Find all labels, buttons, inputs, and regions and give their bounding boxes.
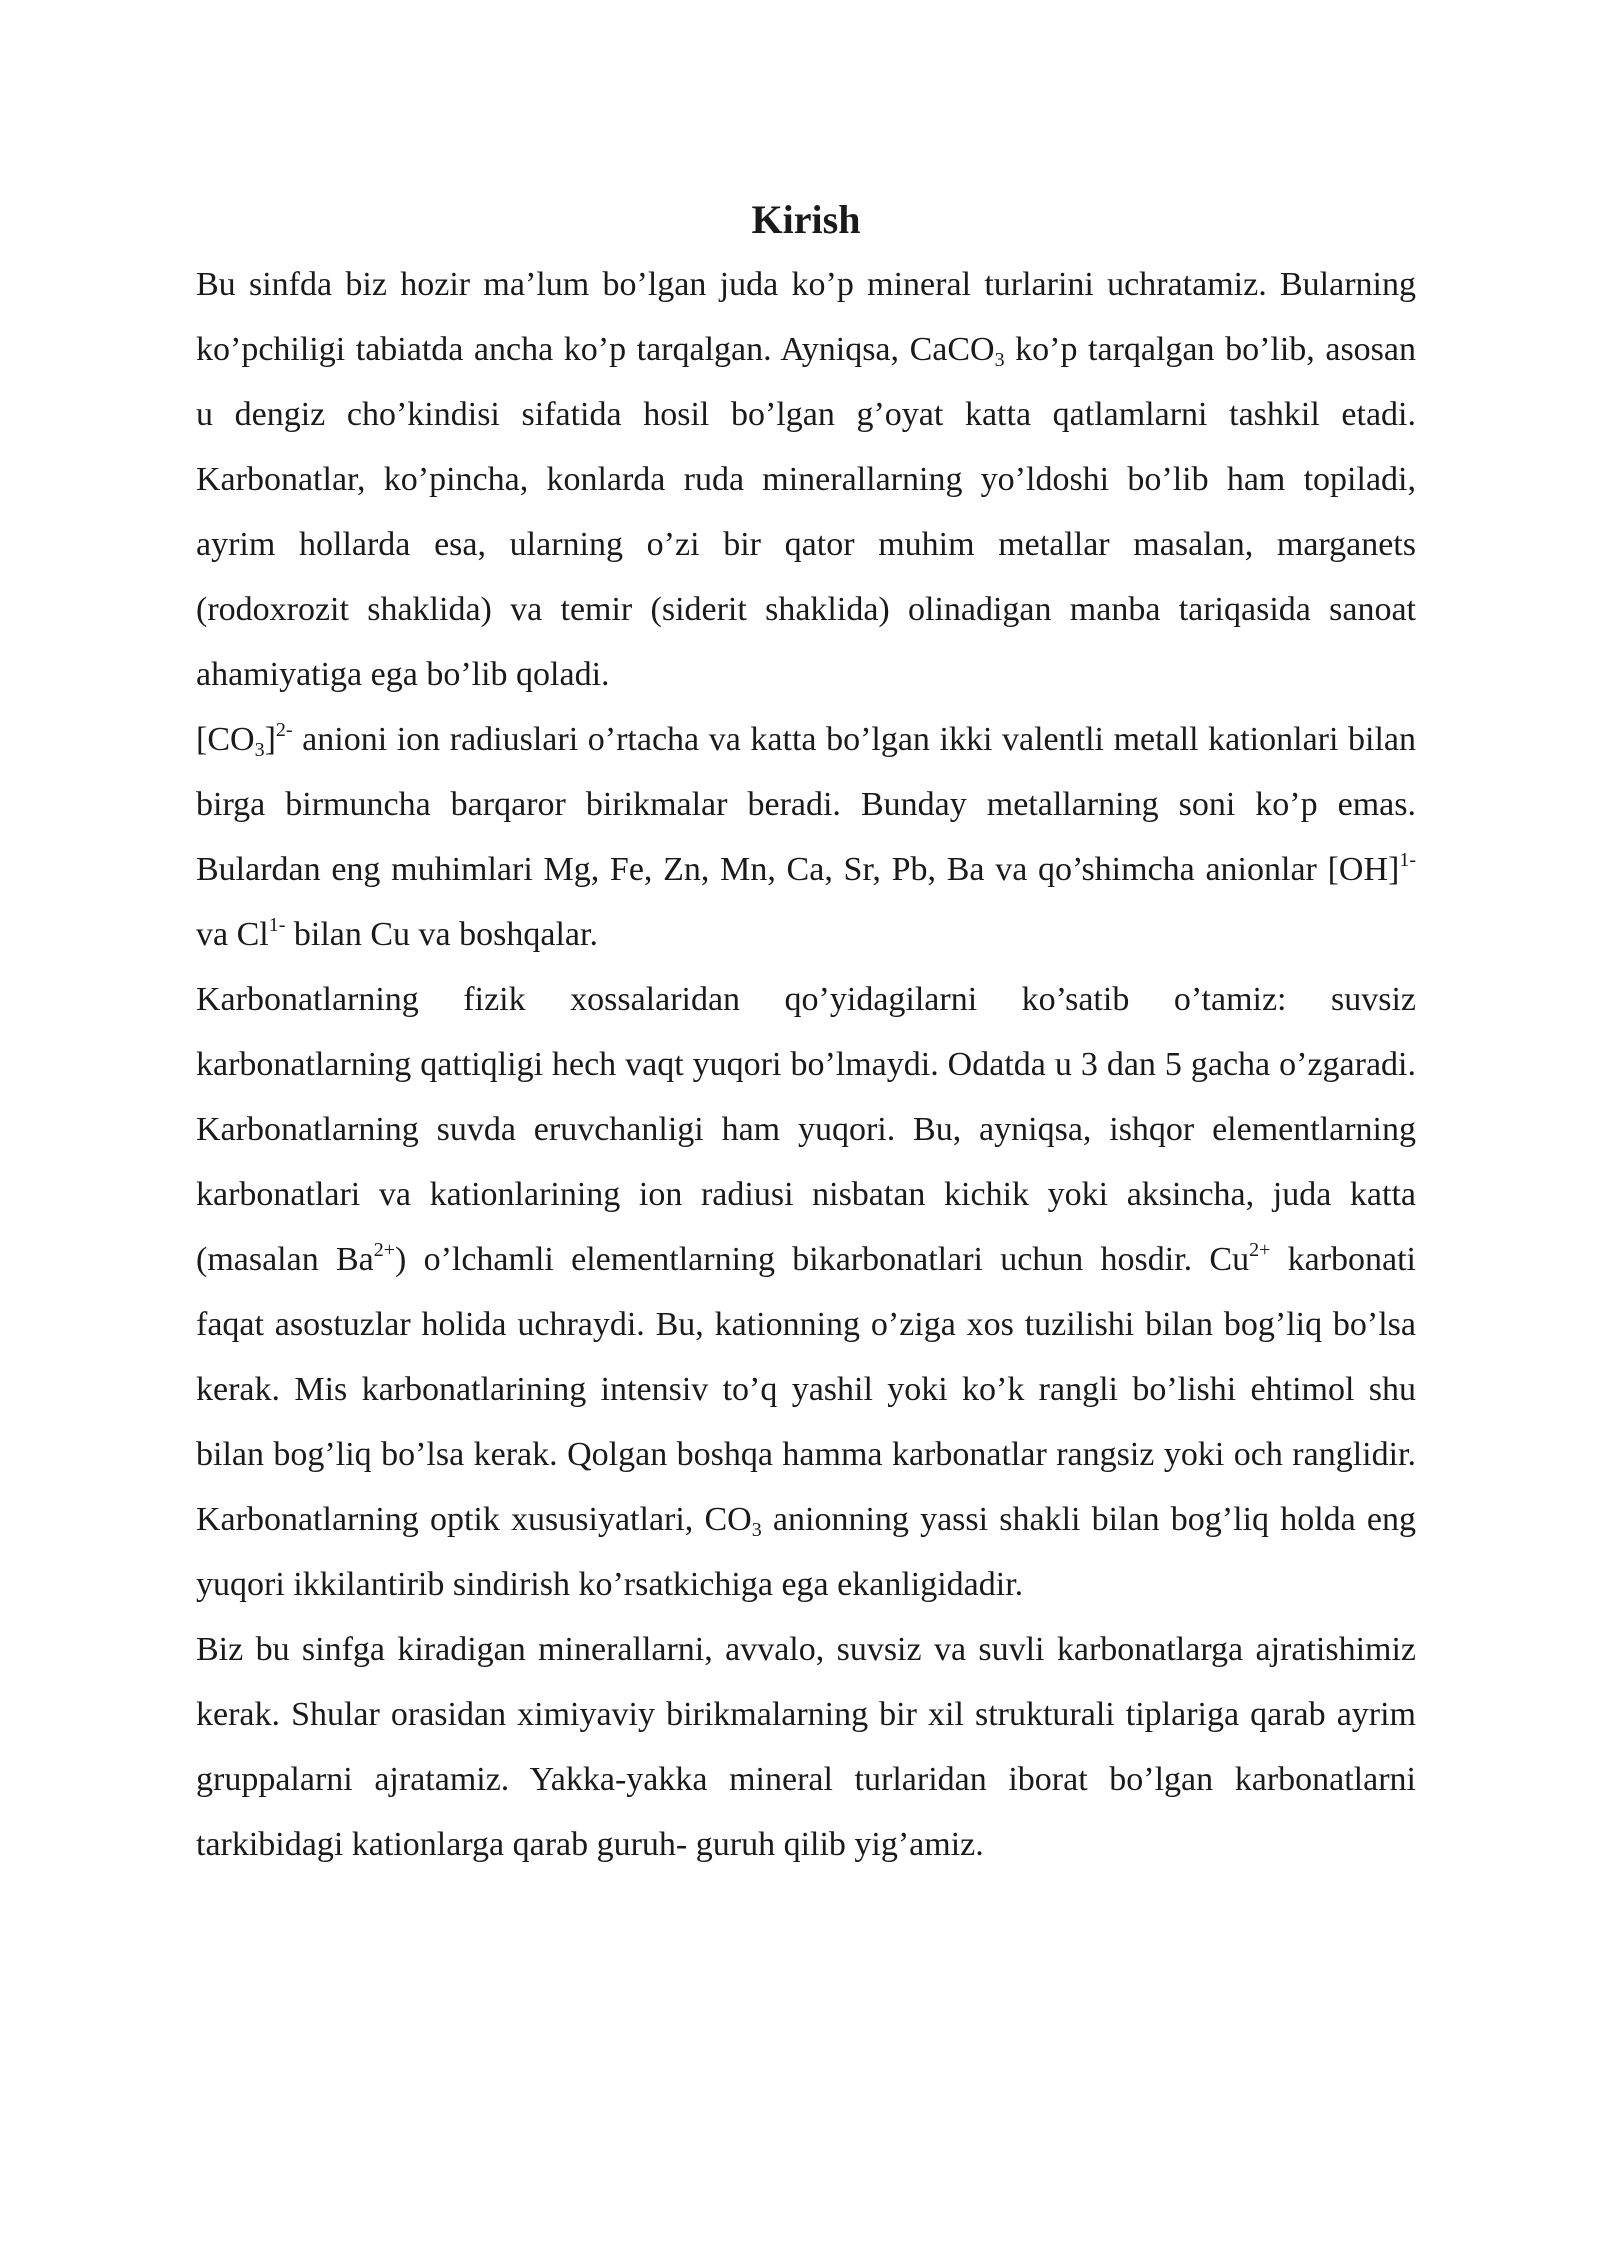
- text-run: ]: [264, 721, 276, 758]
- superscript: 2+: [1249, 1239, 1271, 1261]
- paragraph-intro: [196, 252, 1416, 707]
- superscript: 1-: [268, 914, 286, 936]
- superscript: 1-: [1399, 849, 1416, 871]
- superscript: 2+: [373, 1239, 396, 1261]
- superscript: 2-: [275, 719, 293, 741]
- document-page: [196, 190, 1416, 1877]
- page-title: Kirish: [751, 197, 861, 242]
- subscript: 3: [994, 349, 1005, 371]
- text-run: anionning yassi shakli bilan bog’liq holda eng yuqori ikkilantirib sindirish ko’rsatkichiga ega ekanligidadir.: [196, 1501, 1417, 1603]
- subscript: 3: [254, 739, 265, 761]
- text-run: anioni ion radiuslari o’rtacha va katta bo’lgan ikki valentli metall kationlari bilan birga birmuncha barqaror birikmalar beradi. Bunday metallarning soni ko’p emas. Bulardan eng muhimlari Mg, Fe, Zn, Mn, Ca, Sr, Pb, Ba va qo’shimcha anionlar [OH]: [196, 721, 1416, 888]
- subscript: 3: [751, 1519, 762, 1541]
- text-run: karbonati faqat asostuzlar holida uchraydi. Bu, kationning o’ziga xos tuzilishi bilan bog’liq bo’lsa kerak. Mis karbonatlarining intensiv to’q yashil yoki ko’k rangli bo’lishi ehtimol shu bilan bog’liq bo’lsa kerak. Qolgan boshqa hamma karbonatlar rangsiz yoki och ranglidir. Karbonatlarning optik xususiyatlari, CO: [196, 1241, 1416, 1538]
- text-run: [CO: [196, 721, 255, 758]
- text-run: Karbonatlarning fizik xossalaridan qo’yidagilarni ko’satib o’tamiz: suvsiz karbonatlarning qattiqligi hech vaqt yuqori bo’lmaydi. Odatda u 3 dan 5 gacha o’zgaradi. Karbonatlarning suvda eruvchanligi ham yuqori. Bu, ayniqsa, ishqor elementlarning karbonatlari va kationlarining ion radiusi nisbatan kichik yoki aksincha, juda katta (masalan Ba: [196, 981, 1416, 1278]
- text-run: ) o’lchamli elementlarning bikarbonatlari uchun hosdir. Cu: [395, 1241, 1250, 1278]
- paragraph-classification: [196, 1617, 1416, 1877]
- text-run: ko’p tarqalgan bo’lib, asosan u dengiz cho’kindisi sifatida hosil bo’lgan g’oyat katta qatlamlarni tashkil etadi. Karbonatlar, ko’pincha, konlarda ruda minerallarning yo’ldoshi bo’lib ham topiladi, ayrim hollarda esa, ularning o’zi bir qator muhim metallar masalan, marganets (rodoxrozit shaklida) va temir (siderit shaklida) olinadigan manba tariqasida sanoat ahamiyatiga ega bo’lib qoladi.: [196, 331, 1417, 693]
- text-run: Biz bu sinfga kiradigan minerallarni, avvalo, suvsiz va suvli karbonatlarga ajratishimiz kerak. Shular orasidan ximiyaviy birikmalarning bir xil strukturali tiplariga qarab ayrim gruppalarni ajratamiz. Yakka-yakka mineral turlaridan iborat bo’lgan karbonatlarni tarkibidagi kationlarga qarab guruh- guruh qilib yig’amiz.: [196, 1631, 1416, 1863]
- paragraph-physical-properties: [196, 967, 1416, 1617]
- text-run: va Cl: [196, 916, 269, 953]
- paragraph-carbonate-anion: [196, 707, 1416, 967]
- text-run: bilan Cu va boshqalar.: [285, 916, 598, 953]
- text-run: Bu sinfda biz hozir ma’lum bo’lgan juda ko’p mineral turlarini uchratamiz. Bularning ko’pchiligi tabiatda ancha ko’p tarqalgan. Ayniqsa, CaCO: [196, 266, 1416, 368]
